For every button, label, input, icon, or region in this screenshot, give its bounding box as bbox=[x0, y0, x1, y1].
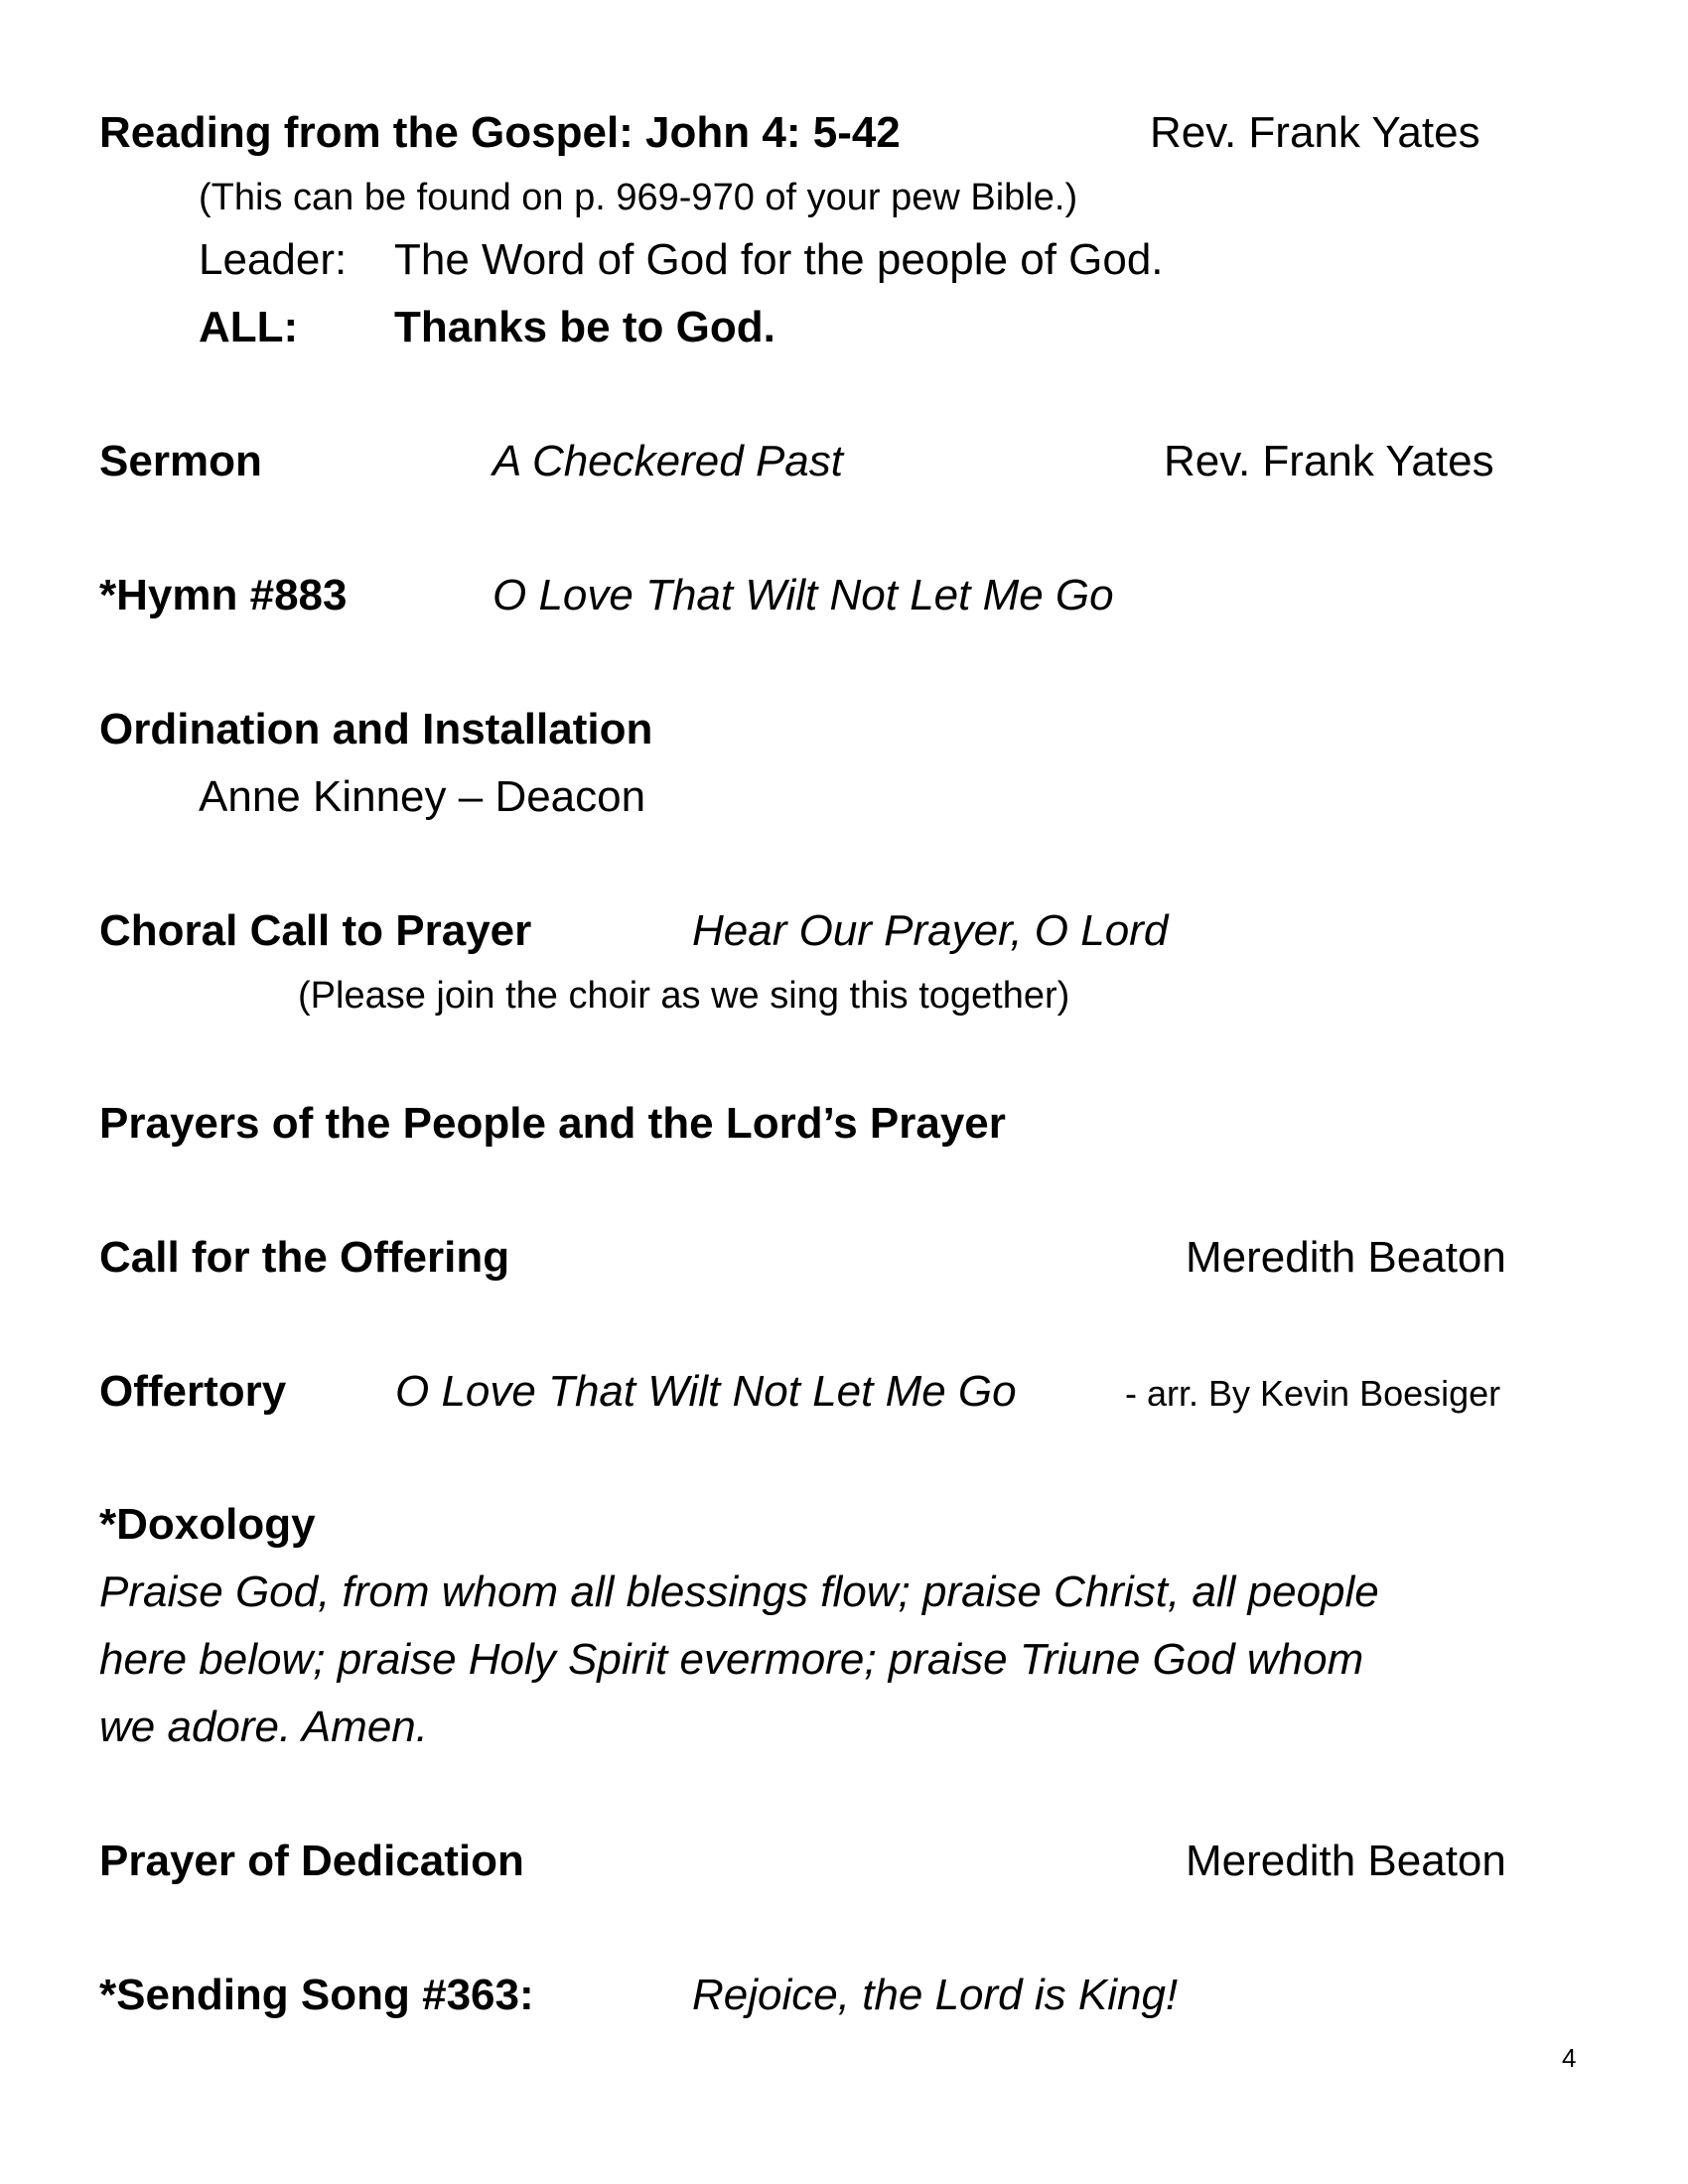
choral-call-note: (Please join the choir as we sing this together) bbox=[298, 975, 1070, 1017]
hymn-title: O Love That Wilt Not Let Me Go bbox=[492, 571, 1114, 619]
doxology-line: Praise God, from whom all blessings flow; praise Christ, all people bbox=[99, 1568, 1379, 1616]
hymn-label: *Hymn #883 bbox=[99, 571, 348, 619]
prayers-label: Prayers of the People and the Lord’s Prayer bbox=[99, 1099, 1006, 1148]
all-label: ALL: bbox=[199, 303, 299, 351]
sermon-speaker: Rev. Frank Yates bbox=[1164, 437, 1494, 485]
gospel-reader: Rev. Frank Yates bbox=[1150, 108, 1480, 157]
gospel-note: (This can be found on p. 969-970 of your pew Bible.) bbox=[199, 177, 1078, 218]
leader-text: The Word of God for the people of God. bbox=[394, 235, 1164, 284]
ordination-person: Anne Kinney – Deacon bbox=[199, 772, 646, 821]
choral-call-label: Choral Call to Prayer bbox=[99, 906, 532, 955]
offertory-title: O Love That Wilt Not Let Me Go bbox=[395, 1367, 1017, 1416]
dedication-label: Prayer of Dedication bbox=[99, 1837, 524, 1885]
doxology-line: here below; praise Holy Spirit evermore; praise Triune God whom bbox=[99, 1635, 1364, 1684]
offertory-label: Offertory bbox=[99, 1367, 287, 1416]
gospel-heading: Reading from the Gospel: John 4: 5-42 bbox=[99, 108, 901, 157]
ordination-label: Ordination and Installation bbox=[99, 705, 653, 753]
offertory-credit: - arr. By Kevin Boesiger bbox=[1125, 1373, 1501, 1414]
choral-call-title: Hear Our Prayer, O Lord bbox=[692, 906, 1169, 955]
offering-call-label: Call for the Offering bbox=[99, 1233, 510, 1282]
leader-label: Leader: bbox=[199, 235, 348, 284]
sending-song-title: Rejoice, the Lord is King! bbox=[692, 1971, 1179, 2019]
doxology-line: we adore. Amen. bbox=[99, 1703, 428, 1751]
sending-song-label: *Sending Song #363: bbox=[99, 1971, 534, 2019]
sermon-label: Sermon bbox=[99, 437, 262, 485]
sermon-title: A Checkered Past bbox=[492, 437, 843, 485]
all-text: Thanks be to God. bbox=[394, 303, 775, 351]
page-number: 4 bbox=[1562, 2043, 1577, 2073]
doxology-label: *Doxology bbox=[99, 1500, 316, 1549]
offering-call-leader: Meredith Beaton bbox=[1186, 1233, 1506, 1282]
dedication-leader: Meredith Beaton bbox=[1186, 1837, 1506, 1885]
